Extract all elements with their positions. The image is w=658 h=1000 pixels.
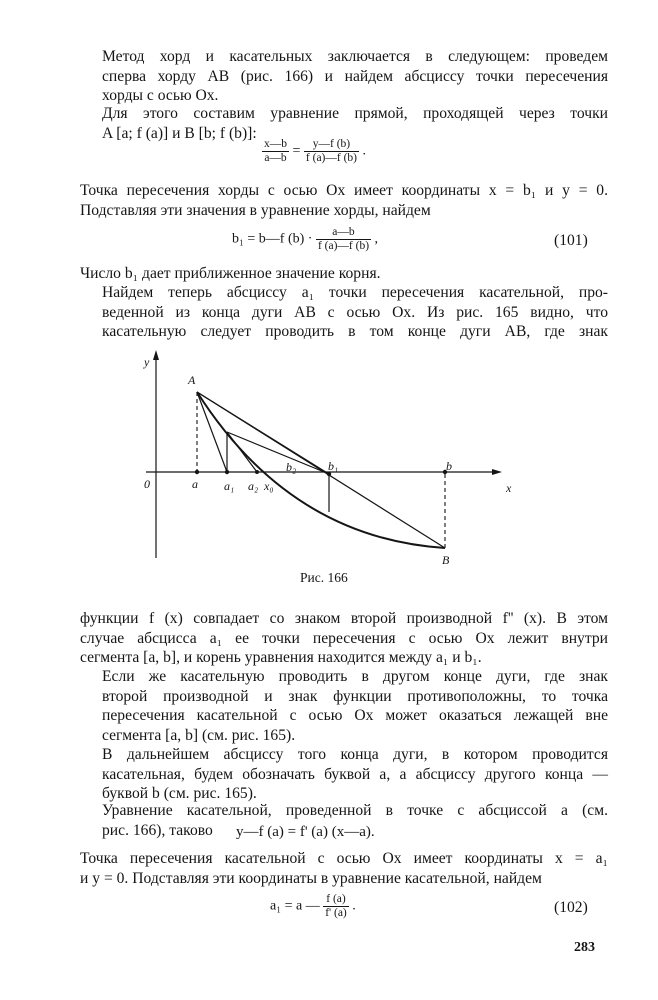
point-a1 <box>225 470 229 474</box>
equation-number-102: (102) <box>554 899 588 916</box>
text-line: хорды с осью Ox. <box>102 87 219 104</box>
label-b: b <box>446 459 452 473</box>
label-a2: a₂ <box>248 479 259 493</box>
figure-caption: Рис. 166 <box>300 570 348 585</box>
paragraph-approx-root <box>80 264 608 284</box>
text-line: Точка пересечения хорды с осью Ox имеет координаты x = b₁ и y = 0. <box>80 182 608 199</box>
fraction: $\frac{a—b}{f (a)—f (b)}$ <box>317 226 370 252</box>
text-line: В дальнейшем абсциссу того конца дуги, в котором проводится <box>102 746 608 763</box>
paragraph-sign-match <box>80 609 608 668</box>
text-line: веденной из конца дуги AB с осью Ox. Из рис. 165 видно, что <box>102 303 608 321</box>
label-B: B <box>442 553 450 567</box>
paragraph-notation <box>80 745 608 804</box>
fraction: $\frac{y—f (b)}{f (a)—f (b)}$ <box>305 138 357 164</box>
tangent-equation: y—f (a) = f' (a) (x—a). <box>236 824 375 840</box>
text-line: пересечения касательной с осью Ox может оказаться лежащей вне <box>102 707 608 724</box>
figure-166 <box>140 348 520 570</box>
label-A: A <box>188 373 196 387</box>
text-line: второй производной и знак функции противоположны, то точка <box>102 687 608 705</box>
text-line: Для этого составим уравнение прямой, проходящей через точки <box>102 105 608 122</box>
text-line: сегмента [a, b], и корень уравнения находится между a₁ и b₁. <box>80 649 482 666</box>
text-line: буквой b (см. рис. 165). <box>102 785 257 802</box>
label-y: y <box>144 355 150 369</box>
text-line: A [a; f (a)] и B [b; f (b)]: <box>102 124 257 142</box>
tangent-a <box>197 392 227 472</box>
equation-102: a₁ = a — $\frac{f (a)}{f' (a)}$ . <box>270 893 356 919</box>
paragraph-tangent-intersection <box>80 849 608 888</box>
fraction: $\frac{f (a)}{f' (a)}$ <box>325 893 347 919</box>
x-axis-arrow <box>492 469 502 475</box>
text-line: случае абсцисса a₁ ее точки пересечения с осью Ox лежит внутри <box>80 629 608 647</box>
chord-a-b1 <box>197 392 329 474</box>
paragraph-chord-intersection <box>80 181 608 220</box>
equation-101: b₁ = b—f (b) · $\frac{a—b}{f (a)—f (b)}$ , <box>232 226 379 252</box>
fraction: $\frac{x—b}{a—b}$ <box>264 138 287 164</box>
chord-equation: $\frac{x—b}{a—b}$ = $\frac{y—f (b)}{f (a)—f (b)}$ . <box>264 138 366 164</box>
text-line: Подставляя эти значения в уравнение хорды, найдем <box>80 201 431 219</box>
text-line: сперва хорду AB (рис. 166) и найдем абсциссу точки пересечения <box>102 67 608 85</box>
label-b2: b₂ <box>286 460 297 474</box>
equation-number-101: (101) <box>554 232 588 249</box>
text-line: Если же касательную проводить в другом конце дуги, где знак <box>102 668 608 685</box>
paragraph-intro <box>80 47 608 106</box>
text-line: рис. 166), таково <box>102 821 213 839</box>
text-line: сегмента [a, b] (см. рис. 165). <box>102 726 296 744</box>
page-number: 283 <box>574 940 595 955</box>
text-line: Метод хорд и касательных заключается в следующем: проведем <box>102 48 608 65</box>
label-origin: 0 <box>144 477 150 491</box>
point-a <box>195 470 199 474</box>
label-x0: x₀ <box>264 479 274 493</box>
text-line: и y = 0. Подставляя эти координаты в уравнение касательной, найдем <box>80 869 542 887</box>
text-line: Число b₁ дает приближенное значение корня. <box>80 265 381 282</box>
text-line: Уравнение касательной, проведенной в точке с абсциссой a (см. <box>102 802 608 819</box>
text-line: функции f (x) совпадает со знаком второй производной f'' (x). В этом <box>80 610 608 627</box>
label-x: x <box>506 481 512 495</box>
text-line: касательная, будем обозначать буквой a, а абсциссу другого конца — <box>102 765 608 783</box>
paragraph-other-end <box>80 667 608 745</box>
label-a1: a₁ <box>224 479 235 493</box>
label-a: a <box>192 477 198 491</box>
y-axis-arrow <box>153 350 159 360</box>
text-line: Точка пересечения касательной с осью Ox имеет координаты x = a₁ <box>80 850 608 867</box>
text-line: касательную следует проводить в том конце дуги AB, где знак <box>102 323 608 340</box>
paragraph-tangent-intro <box>80 283 608 342</box>
point-a2 <box>255 470 259 474</box>
text-line: Найдем теперь абсциссу a₁ точки пересечения касательной, про- <box>102 284 608 301</box>
label-b1: b₁ <box>328 459 339 473</box>
